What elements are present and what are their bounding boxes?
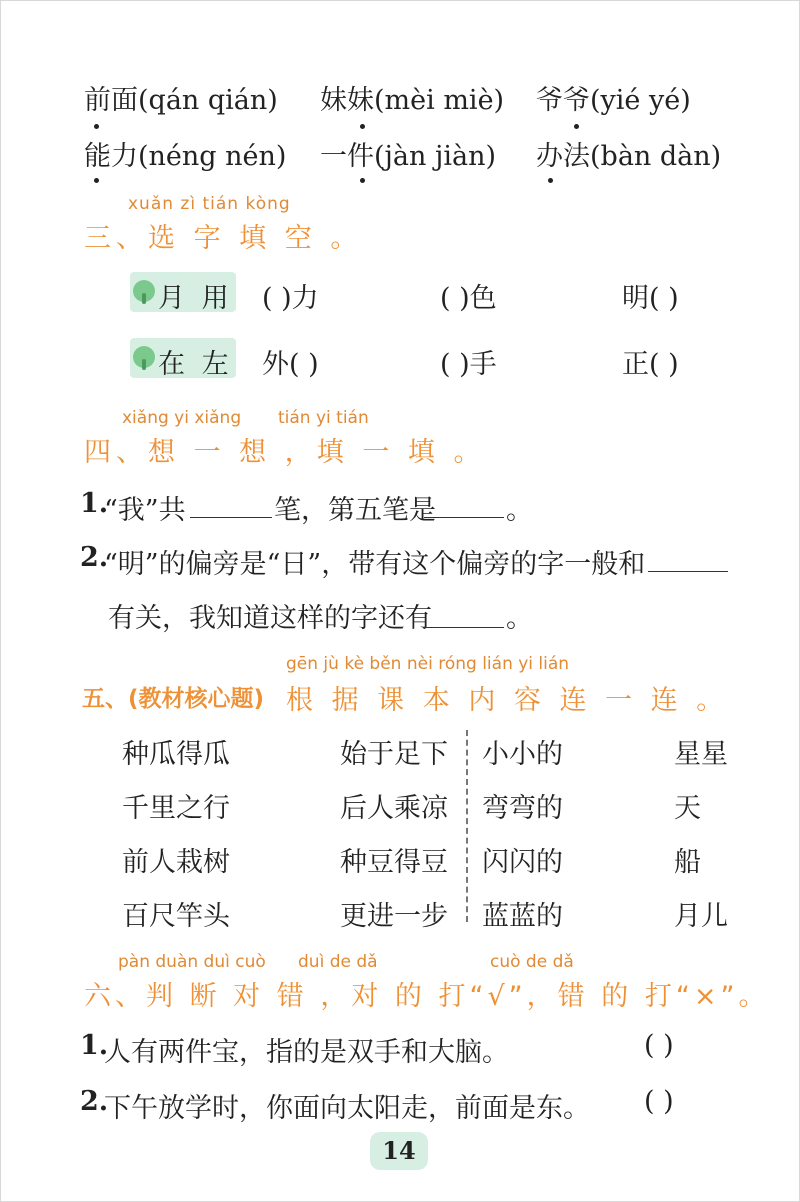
q1-number: 1. <box>80 488 109 519</box>
judge-q2-answer-box[interactable]: ( ) <box>644 1086 674 1117</box>
match-mid-item[interactable]: 始于足下 <box>340 739 448 770</box>
judge-q1-number: 1. <box>80 1030 109 1061</box>
q1-end: 。 <box>506 495 533 526</box>
match-adj-item[interactable]: 小小的 <box>482 739 563 770</box>
match-adj-item[interactable]: 蓝蓝的 <box>482 901 563 932</box>
part3-title: 三、选 字 填 空 。 <box>84 223 363 254</box>
leaf-icon <box>133 346 155 368</box>
word-qianmian: 前面(qán qián) <box>84 85 278 116</box>
match-noun-item[interactable]: 船 <box>674 847 701 878</box>
part5-prefix: 五、(教材核心题) <box>82 686 265 712</box>
answer-blank[interactable] <box>424 626 504 628</box>
match-mid-item[interactable]: 种豆得豆 <box>340 847 448 878</box>
word-nengli: 能力(néng nén) <box>84 141 287 172</box>
emphasis-dot <box>360 178 365 183</box>
match-left-item[interactable]: 种瓜得瓜 <box>122 739 230 770</box>
part4-title: 四、想 一 想 ，填 一 填 。 <box>84 437 486 468</box>
q2-text-b: 有关，我知道这样的字还有 <box>108 603 432 634</box>
page-number: 14 <box>370 1132 428 1170</box>
answer-blank[interactable] <box>648 570 728 572</box>
emphasis-dot <box>574 124 579 129</box>
match-adj-item[interactable]: 闪闪的 <box>482 847 563 878</box>
fill-zheng: 正( ) <box>622 349 679 380</box>
part6-pinyin-c: cuò de dǎ <box>490 952 574 972</box>
match-noun-item[interactable]: 天 <box>674 793 701 824</box>
part6-pinyin-a: pàn duàn duì cuò <box>118 952 266 972</box>
part4-pinyin-b: tián yi tián <box>278 408 369 428</box>
q1-text-b: 笔，第五笔是 <box>274 495 436 526</box>
word-meimei: 妹妹(mèi miè) <box>320 85 505 116</box>
part5-title: 根 据 课 本 内 容 连 一 连 。 <box>286 685 729 716</box>
match-adj-item[interactable]: 弯弯的 <box>482 793 563 824</box>
part5-pinyin: gēn jù kè běn nèi róng lián yi lián <box>286 654 570 674</box>
q2-end: 。 <box>506 603 533 634</box>
part6-pinyin-b: duì de dǎ <box>298 952 378 972</box>
answer-blank[interactable] <box>190 516 272 518</box>
match-left-item[interactable]: 千里之行 <box>122 793 230 824</box>
word-yijian: 一件(jàn jiàn) <box>320 141 497 172</box>
chip-2-text: 在 左 <box>158 349 233 380</box>
match-left-item[interactable]: 前人栽树 <box>122 847 230 878</box>
emphasis-dot <box>548 178 553 183</box>
q2-text-a: “明”的偏旁是“日”，带有这个偏旁的字一般和 <box>104 549 646 580</box>
judge-q1-text: 人有两件宝，指的是双手和大脑。 <box>104 1037 509 1068</box>
dashed-divider <box>466 730 468 922</box>
chip-1-text: 月 用 <box>158 283 233 314</box>
judge-q2-text: 下午放学时，你面向太阳走，前面是东。 <box>104 1093 590 1124</box>
fill-se: ( )色 <box>440 283 497 314</box>
emphasis-dot <box>94 178 99 183</box>
judge-q2-number: 2. <box>80 1086 109 1117</box>
q2-number: 2. <box>80 542 109 573</box>
q1-text-a: “我”共 <box>104 495 186 526</box>
word-yeye: 爷爷(yié yé) <box>536 85 691 116</box>
emphasis-dot <box>360 124 365 129</box>
fill-ming: 明( ) <box>622 283 679 314</box>
fill-wai: 外( ) <box>262 349 319 380</box>
emphasis-dot <box>94 124 99 129</box>
part3-pinyin: xuǎn zì tián kòng <box>128 194 291 214</box>
match-noun-item[interactable]: 星星 <box>674 739 728 770</box>
answer-blank[interactable] <box>424 516 504 518</box>
fill-shou: ( )手 <box>440 349 497 380</box>
word-banfa: 办法(bàn dàn) <box>536 141 722 172</box>
judge-q1-answer-box[interactable]: ( ) <box>644 1030 674 1061</box>
match-mid-item[interactable]: 后人乘凉 <box>340 793 448 824</box>
part6-title: 六、判 断 对 错 ，对 的 打“√”，错 的 打“×”。 <box>84 981 770 1012</box>
match-noun-item[interactable]: 月儿 <box>674 901 728 932</box>
match-left-item[interactable]: 百尺竿头 <box>122 901 230 932</box>
leaf-icon <box>133 280 155 302</box>
match-mid-item[interactable]: 更进一步 <box>340 901 448 932</box>
fill-li: ( )力 <box>262 283 319 314</box>
part4-pinyin-a: xiǎng yi xiǎng <box>122 408 242 428</box>
